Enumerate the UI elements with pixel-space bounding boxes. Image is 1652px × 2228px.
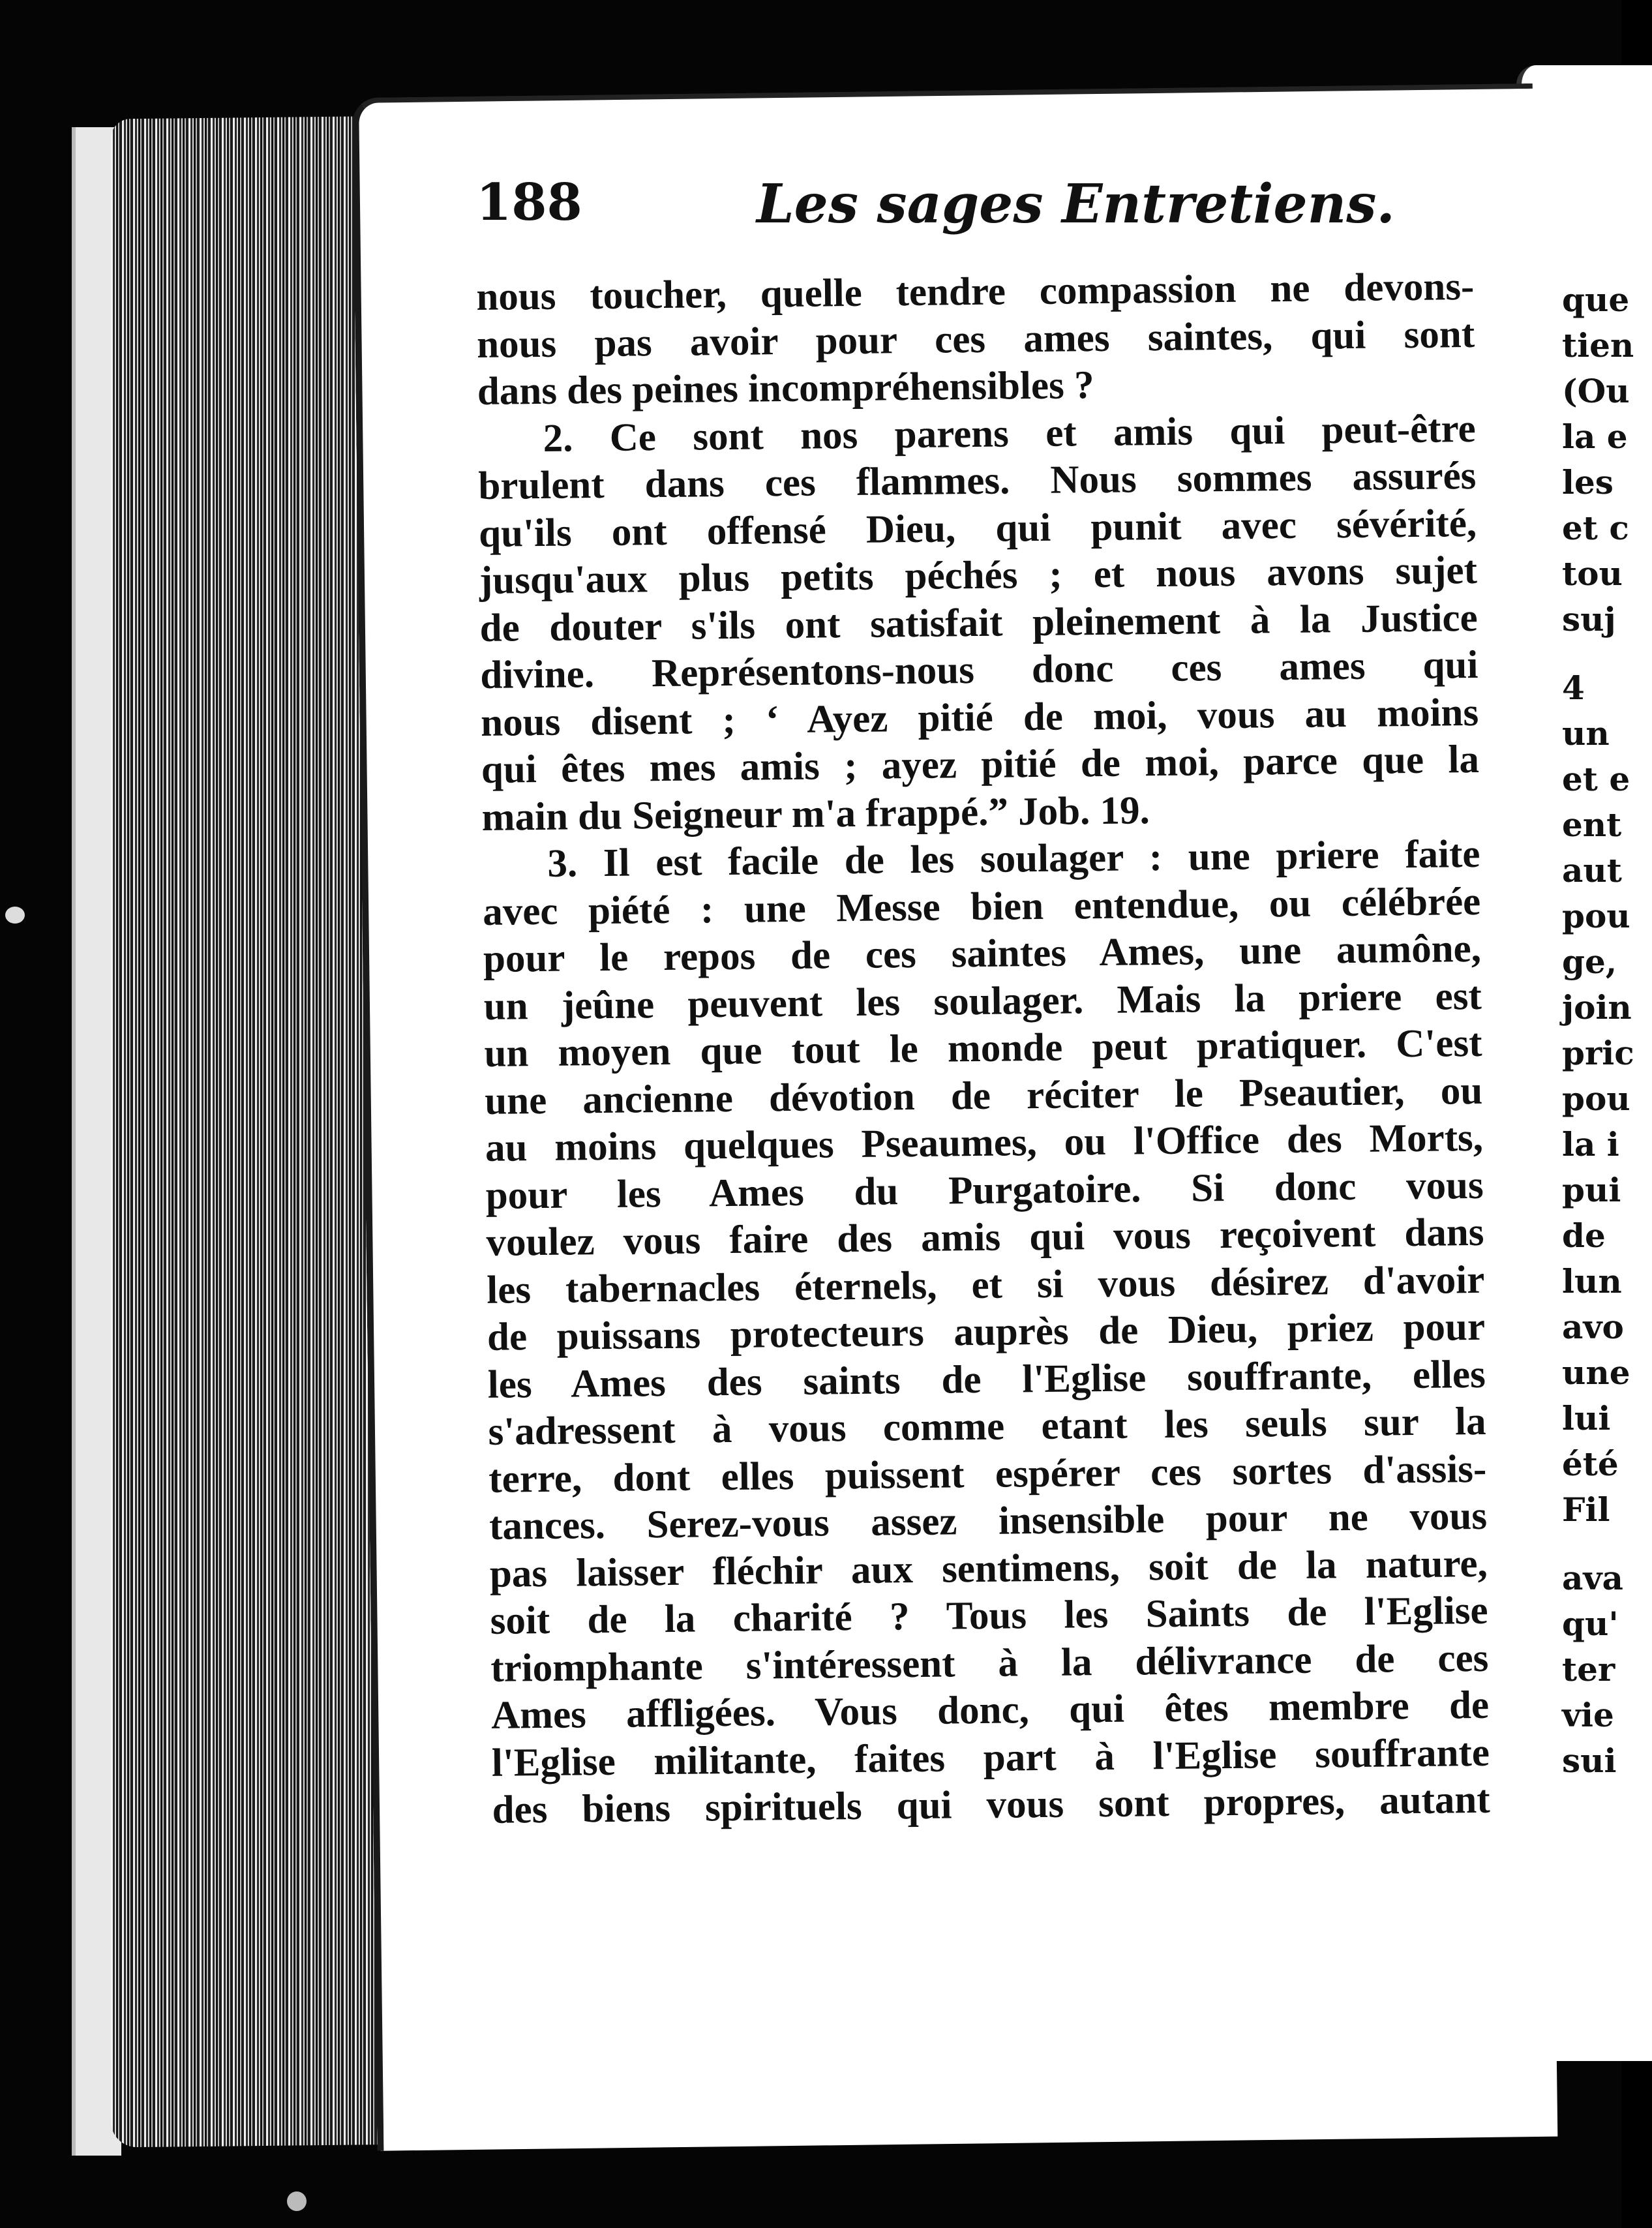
facing-page-fragment: tou [1562,554,1623,593]
text-line: Ames affligées. Vous donc, qui êtes membre de [490,1683,1490,1738]
facing-page-fragment: de [1562,1216,1606,1255]
text-line: l'Eglise militante, faites part à l'Eglise souffrante [491,1730,1490,1785]
page-body-text [476,263,1490,1834]
text-line: pour le repos de ces saintes Ames, une aumône, [483,926,1482,981]
facing-page-fragment: qu' [1562,1604,1619,1643]
text-line: main du Seigneur m'a frappé.” Job. 19. [481,788,1150,839]
text-line: un moyen que tout le monde peut pratiquer. C'est [484,1021,1482,1076]
facing-page-fragment: une [1562,1353,1630,1392]
facing-page-fragment: pou [1562,1079,1630,1118]
text-line: un jeûne peuvent les soulager. Mais la priere est [483,974,1482,1029]
facing-page-fragment: 4 [1562,669,1585,707]
running-title: Les sages Entretiens. [757,173,1395,235]
text-line: les tabernacles éternels, et si vous désirez d'avoir [486,1257,1485,1312]
text-line: 3. Il est facile de les soulager : une priere faite [547,832,1480,886]
text-line: dans des peines incompréhensibles ? [477,363,1094,414]
text-line: qui êtes mes amis ; ayez pitié de moi, parce que la [481,737,1480,792]
facing-page-fragment: un [1562,714,1610,753]
text-line: les Ames des saints de l'Eglise souffrante, elles [487,1352,1486,1407]
text-line: divine. Représentons-nous donc ces ames qui [480,642,1479,697]
text-line: soit de la charité ? Tous les Saints de l'Eglise [490,1588,1488,1643]
facing-page-fragment: sui [1562,1741,1617,1780]
facing-page-fragment: que [1562,280,1630,319]
facing-page-fragment: et c [1562,509,1629,547]
facing-page-text [1562,277,1634,1784]
facing-page-fragment: avo [1562,1308,1624,1346]
text-line: nous disent ; ‘ Ayez pitié de moi, vous au moins [480,690,1479,745]
text-line: une ancienne dévotion de réciter le Pseautier, ou [484,1068,1483,1123]
page-header [476,173,1395,251]
facing-page-fragment: tien [1562,326,1634,365]
facing-page-fragment: été [1562,1445,1619,1483]
text-line: de puissans protecteurs auprès de Dieu, priez pour [487,1304,1486,1359]
text-line: nous pas avoir pour ces ames saintes, qui sont [476,312,1475,367]
facing-page-fragment: vie [1562,1696,1614,1734]
facing-page-fragment: ge, [1562,942,1617,981]
text-line: triomphante s'intéressent à la délivrance de ces [490,1636,1489,1691]
text-line: au moins quelques Pseaumes, ou l'Office des Morts, [485,1115,1484,1170]
facing-page-fragment: join [1562,988,1632,1027]
scan-speck [287,2191,307,2211]
text-line: nous toucher, quelle tendre compassion ne devons- [476,264,1475,319]
facing-page-fragment: pui [1562,1171,1621,1209]
text-line: pas laisser fléchir aux sentimens, soit de la nature, [489,1541,1488,1596]
text-line: terre, dont elles puissent espérer ces sortes d'assis- [488,1447,1487,1501]
text-line: pour les Ames du Purgatoire. Si donc vous [485,1163,1484,1218]
facing-page-fragment: aut [1562,851,1622,890]
text-line: de douter s'ils ont satisfait pleinement à la Justice [479,595,1478,650]
facing-page-fragment: pou [1562,897,1630,935]
text-line: des biens spirituels qui vous sont propres, autant [492,1777,1490,1832]
facing-page-fragment: et e [1562,760,1630,798]
facing-page-fragment: ter [1562,1650,1615,1689]
facing-page-fragment: Fil [1562,1490,1610,1529]
text-line: s'adressent à vous comme etant les seuls sur la [488,1399,1486,1454]
text-line: jusqu'aux plus petits péchés ; et nous avons sujet [479,548,1478,603]
text-line: 2. Ce sont nos parens et amis qui peut-être [543,406,1476,460]
facing-page-fragment: suj [1562,600,1616,639]
text-line: tances. Serez-vous assez insensible pour ne vous [488,1494,1488,1548]
text-line: voulez vous faire des amis qui vous reçoivent dans [486,1210,1484,1265]
page-number: 188 [476,173,582,232]
text-line: brulent dans ces flammes. Nous sommes assurés [478,453,1477,508]
scan-speck [5,907,25,924]
facing-page-fragment: (Ou [1562,372,1630,410]
facing-page-fragment: la e [1562,417,1628,456]
text-line: avec piété : une Messe bien entendue, ou célébrée [482,879,1481,934]
facing-page-fragment: ava [1562,1559,1623,1597]
facing-page-fragment: lui [1562,1399,1611,1438]
facing-page-fragment: lun [1562,1262,1622,1301]
facing-page-fragment: la i [1562,1125,1619,1164]
facing-page-fragment: ent [1562,805,1622,844]
facing-page-fragment: les [1562,463,1614,502]
facing-page-fragment: pric [1562,1034,1634,1072]
text-line: qu'ils ont offensé Dieu, qui punit avec sévérité, [478,501,1477,556]
